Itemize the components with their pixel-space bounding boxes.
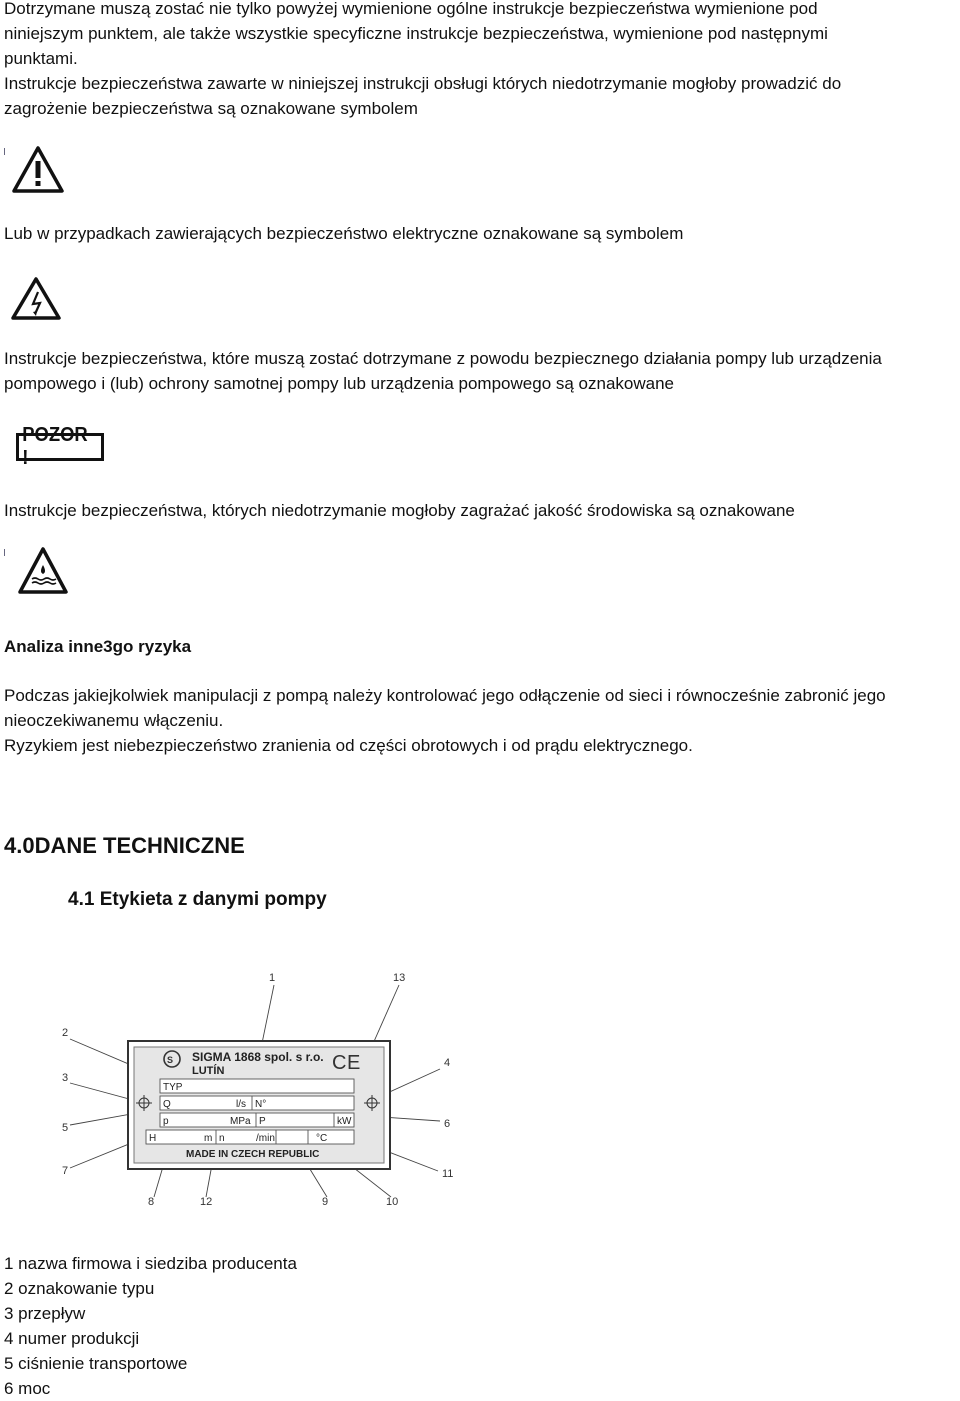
section-heading: 4.0DANE TECHNICZNE — [4, 833, 245, 858]
intro-paragraph — [4, 0, 959, 121]
environment-intro: Instrukcje bezpieczeństwa, których niedotrzymanie mogłoby zagrażać jakość środowiska są oznakowane — [4, 501, 795, 520]
svg-text:C: C — [332, 1052, 347, 1074]
callout-3: 3 — [62, 1072, 69, 1084]
pump-intro-paragraph — [4, 346, 959, 396]
intro-line: zagrożenie bezpieczeństwa są oznakowane symbolem — [4, 99, 418, 118]
nameplate-serial: N° — [255, 1099, 267, 1110]
nameplate-m: m — [204, 1133, 213, 1144]
legend-item: 4 numer produkcji — [4, 1329, 140, 1348]
legend-item: 1 nazwa firmowa i siedziba producenta — [4, 1254, 297, 1273]
callout-8: 8 — [148, 1196, 155, 1208]
svg-text:E: E — [347, 1052, 361, 1074]
intro-line: Instrukcje bezpieczeństwa zawarte w niniejszej instrukcji obsługi których niedotrzymanie mogłoby prowadzić do — [4, 74, 842, 93]
callout-4: 4 — [444, 1057, 451, 1069]
nameplate-company: SIGMA 1868 spol. s r.o. — [192, 1050, 324, 1064]
pump-intro-line: Instrukcje bezpieczeństwa, które muszą zostać dotrzymane z powodu bezpiecznego działania pompy lub urządzenia — [4, 349, 882, 368]
pozor-text: POZOR ! — [22, 424, 88, 469]
legend-item: 3 przepływ — [4, 1304, 86, 1323]
nameplate-q: Q — [163, 1099, 171, 1110]
callout-1: 1 — [269, 972, 276, 984]
callout-11: 11 — [442, 1168, 454, 1180]
nameplate-typ: TYP — [163, 1082, 183, 1093]
legend-item: 2 oznakowanie typu — [4, 1279, 155, 1298]
section-subheading: 4.1 Etykieta z danymi pompy — [68, 889, 327, 910]
nameplate-power: P — [259, 1116, 266, 1127]
warning-triangle-water-icon — [4, 545, 70, 597]
legend-item: 6 moc — [4, 1379, 51, 1398]
nameplate-degc: °C — [316, 1133, 328, 1144]
intro-line: punktami. — [4, 49, 78, 68]
pump-nameplate-diagram — [50, 965, 470, 1213]
callout-13: 13 — [393, 972, 406, 984]
callout-5: 5 — [62, 1122, 69, 1134]
callout-2: 2 — [62, 1027, 69, 1039]
pump-intro-line: pompowego i (lub) ochrony samotnej pompy lub urządzenia pompowego są oznakowane — [4, 374, 675, 393]
nameplate-legend — [4, 1251, 959, 1401]
callout-6: 6 — [444, 1118, 451, 1130]
callout-10: 10 — [386, 1196, 399, 1208]
nameplate-kw: kW — [337, 1116, 352, 1127]
risk-line: Ryzykiem jest niebezpieczeństwo zranienia od części obrotowych i od prądu elektrycznego. — [4, 736, 693, 755]
intro-line: niniejszym punktem, ale także wszystkie specyficzne instrukcje bezpieczeństwa, wymienione pod następnymi — [4, 24, 828, 43]
nameplate-city: LUTÍN — [192, 1065, 225, 1077]
callout-7: 7 — [62, 1165, 69, 1177]
intro-line: Dotrzymane muszą zostać nie tylko powyżej wymienione ogólne instrukcje bezpieczeństwa wymienione pod — [4, 0, 818, 18]
nameplate-mpa: MPa — [230, 1116, 251, 1127]
nameplate-ls: l/s — [236, 1099, 246, 1110]
warning-triangle-exclamation-icon — [4, 143, 66, 195]
svg-text:S: S — [167, 1055, 174, 1065]
electrical-intro: Lub w przypadkach zawierających bezpieczeństwo elektryczne oznakowane są symbolem — [4, 224, 684, 243]
nameplate-n: n — [219, 1133, 225, 1144]
risk-paragraph — [4, 683, 959, 758]
pozor-label — [16, 424, 104, 469]
nameplate-min: /min — [256, 1133, 275, 1144]
nameplate-made-in: MADE IN CZECH REPUBLIC — [186, 1149, 320, 1160]
callout-9: 9 — [322, 1196, 329, 1208]
legend-item: 5 ciśnienie transportowe — [4, 1354, 188, 1373]
risk-line: nieoczekiwanemu włączeniu. — [4, 711, 224, 730]
nameplate-p: p — [163, 1116, 169, 1127]
risk-line: Podczas jakiejkolwiek manipulacji z pompą należy kontrolować jego odłączenie od sieci i równocześnie zabronić jego — [4, 686, 886, 705]
nameplate-h: H — [149, 1133, 157, 1144]
warning-triangle-lightning-icon — [10, 276, 64, 322]
risk-heading: Analiza inne3go ryzyka — [4, 637, 192, 656]
callout-12: 12 — [200, 1196, 213, 1208]
